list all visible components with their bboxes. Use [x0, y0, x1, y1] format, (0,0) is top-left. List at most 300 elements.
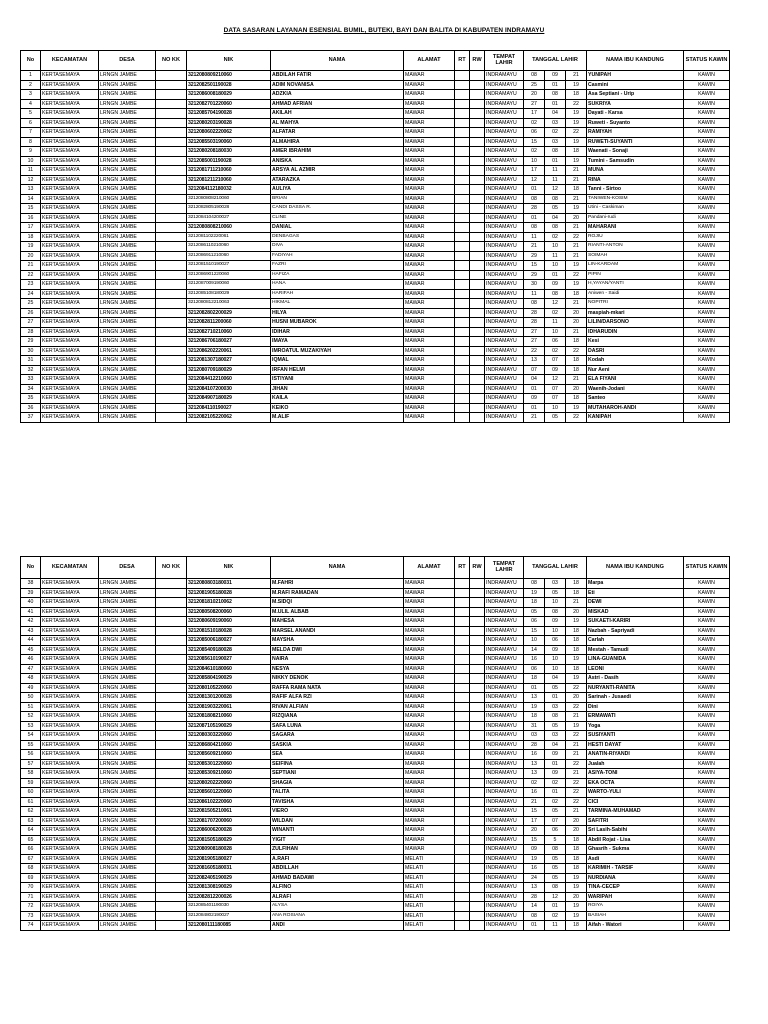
- cell-kecamatan: KERTASEMAYA: [41, 128, 99, 138]
- cell-desa: LRNGN JAMBE: [99, 403, 156, 413]
- cell-alamat: MELATI: [404, 873, 455, 883]
- cell-tgl-hari: 24: [524, 873, 545, 883]
- cell-nama-ibu: Jualah: [587, 759, 684, 769]
- cell-tgl-bulan: 10: [545, 261, 566, 271]
- cell-no: 25: [21, 299, 41, 309]
- cell-desa: LRNGN JAMBE: [99, 394, 156, 404]
- cell-tgl-tahun: 19: [566, 137, 587, 147]
- cell-tgl-hari: 13: [524, 693, 545, 703]
- cell-nama-ibu: CICI: [587, 797, 684, 807]
- cell-tgl-bulan: 09: [545, 769, 566, 779]
- cell-nokk: [156, 693, 187, 703]
- cell-status-kawin: KAWIN: [684, 588, 730, 598]
- cell-nama: RAFIF ALFA RZI: [271, 693, 404, 703]
- cell-rt: [455, 645, 470, 655]
- cell-rt: [455, 327, 470, 337]
- cell-tgl-bulan: 04: [545, 213, 566, 223]
- cell-tgl-tahun: 22: [566, 413, 587, 423]
- cell-nik: 3212087009190060: [187, 280, 271, 290]
- cell-no: 1: [21, 71, 41, 81]
- cell-desa: LRNGN JAMBE: [99, 607, 156, 617]
- cell-nama-ibu: Sri Lasih-Sabihi: [587, 826, 684, 836]
- table-row: [21, 99, 730, 109]
- cell-tgl-bulan: 08: [545, 289, 566, 299]
- cell-rw: [470, 674, 485, 684]
- cell-desa: LRNGN JAMBE: [99, 308, 156, 318]
- cell-status-kawin: KAWIN: [684, 356, 730, 366]
- cell-tgl-hari: 28: [524, 318, 545, 328]
- cell-nokk: [156, 346, 187, 356]
- cell-nokk: [156, 327, 187, 337]
- cell-rt: [455, 740, 470, 750]
- cell-rw: [470, 147, 485, 157]
- cell-kecamatan: KERTASEMAYA: [41, 413, 99, 423]
- cell-status-kawin: KAWIN: [684, 289, 730, 299]
- header-tempat-lahir: TEMPAT LAHIR: [485, 51, 524, 71]
- table-row: [21, 826, 730, 836]
- cell-kecamatan: KERTASEMAYA: [41, 147, 99, 157]
- cell-nokk: [156, 308, 187, 318]
- cell-tgl-hari: 21: [524, 413, 545, 423]
- cell-tempat-lahir: INDRAMAYU: [485, 365, 524, 375]
- cell-rw: [470, 413, 485, 423]
- cell-desa: LRNGN JAMBE: [99, 232, 156, 242]
- table-row: [21, 712, 730, 722]
- table-row: [21, 797, 730, 807]
- cell-nama-ibu: ELA FIYANI: [587, 375, 684, 385]
- cell-tgl-hari: 12: [524, 175, 545, 185]
- cell-status-kawin: KAWIN: [684, 664, 730, 674]
- cell-nik: 3212080111180085: [187, 921, 271, 931]
- cell-nik: 3212086006200028: [187, 826, 271, 836]
- cell-rt: [455, 769, 470, 779]
- cell-nama-ibu: ANATIN-RIYANDI: [587, 750, 684, 760]
- cell-tgl-bulan: 09: [545, 280, 566, 290]
- cell-tgl-bulan: 10: [545, 655, 566, 665]
- cell-nik: 3212080809210060: [187, 71, 271, 81]
- cell-no: 51: [21, 702, 41, 712]
- cell-alamat: MAWAR: [404, 118, 455, 128]
- table-row: [21, 598, 730, 608]
- cell-tgl-bulan: 09: [545, 750, 566, 760]
- table-row: [21, 232, 730, 242]
- table-row: [21, 750, 730, 760]
- cell-rt: [455, 797, 470, 807]
- cell-tgl-tahun: 18: [566, 289, 587, 299]
- table-row: [21, 721, 730, 731]
- cell-alamat: MAWAR: [404, 109, 455, 119]
- cell-no: 57: [21, 759, 41, 769]
- cell-nokk: [156, 156, 187, 166]
- cell-rt: [455, 128, 470, 138]
- cell-tempat-lahir: INDRAMAYU: [485, 337, 524, 347]
- cell-alamat: MAWAR: [404, 289, 455, 299]
- cell-nik: 3212086911210060: [187, 251, 271, 261]
- cell-nokk: [156, 664, 187, 674]
- cell-tgl-tahun: 18: [566, 185, 587, 195]
- cell-nama-ibu: HESTI DAYAT: [587, 740, 684, 750]
- cell-tempat-lahir: INDRAMAYU: [485, 683, 524, 693]
- cell-no: 63: [21, 816, 41, 826]
- cell-rt: [455, 384, 470, 394]
- cell-kecamatan: KERTASEMAYA: [41, 702, 99, 712]
- cell-desa: LRNGN JAMBE: [99, 384, 156, 394]
- cell-kecamatan: KERTASEMAYA: [41, 854, 99, 864]
- cell-nik: 3212081505180029: [187, 835, 271, 845]
- cell-alamat: MAWAR: [404, 759, 455, 769]
- cell-nokk: [156, 588, 187, 598]
- cell-tgl-tahun: 22: [566, 232, 587, 242]
- cell-nama-ibu: Asa Septiani - Urip: [587, 90, 684, 100]
- cell-nama: AL MAHYA: [271, 118, 404, 128]
- cell-nama-ibu: DEWI: [587, 598, 684, 608]
- cell-no: 71: [21, 892, 41, 902]
- cell-alamat: MAWAR: [404, 251, 455, 261]
- cell-tgl-tahun: 21: [566, 223, 587, 233]
- cell-nokk: [156, 921, 187, 931]
- cell-desa: LRNGN JAMBE: [99, 223, 156, 233]
- cell-no: 15: [21, 204, 41, 214]
- cell-status-kawin: KAWIN: [684, 318, 730, 328]
- cell-rt: [455, 204, 470, 214]
- cell-nama: ALYSA: [271, 902, 404, 912]
- cell-no: 21: [21, 261, 41, 271]
- cell-nik: 3212081505210061: [187, 807, 271, 817]
- header-nokk: NO KK: [156, 51, 187, 71]
- cell-rt: [455, 598, 470, 608]
- cell-nama: MELDA DWI: [271, 645, 404, 655]
- cell-nama: M.RAFI RAMADAN: [271, 588, 404, 598]
- cell-nik: 3212081605180031: [187, 864, 271, 874]
- cell-tgl-tahun: 18: [566, 579, 587, 589]
- cell-tempat-lahir: INDRAMAYU: [485, 318, 524, 328]
- cell-desa: LRNGN JAMBE: [99, 731, 156, 741]
- cell-nokk: [156, 655, 187, 665]
- cell-kecamatan: KERTASEMAYA: [41, 213, 99, 223]
- cell-rt: [455, 702, 470, 712]
- cell-rt: [455, 864, 470, 874]
- table-row: [21, 607, 730, 617]
- cell-desa: LRNGN JAMBE: [99, 375, 156, 385]
- cell-nama: MAHESA: [271, 617, 404, 627]
- cell-tgl-hari: 19: [524, 854, 545, 864]
- cell-desa: LRNGN JAMBE: [99, 156, 156, 166]
- cell-tgl-tahun: 20: [566, 607, 587, 617]
- cell-rt: [455, 251, 470, 261]
- cell-nik: 3212081905180028: [187, 588, 271, 598]
- cell-nama-ibu: WARIPAH: [587, 892, 684, 902]
- cell-nokk: [156, 645, 187, 655]
- cell-no: 31: [21, 356, 41, 366]
- header-alamat: ALAMAT: [404, 557, 455, 579]
- cell-tempat-lahir: INDRAMAYU: [485, 636, 524, 646]
- cell-nama-ibu: Tanni - Sirtoo: [587, 185, 684, 195]
- cell-rw: [470, 607, 485, 617]
- cell-nik: 3212082811200060: [187, 318, 271, 328]
- cell-rt: [455, 118, 470, 128]
- cell-tgl-tahun: 21: [566, 242, 587, 252]
- cell-no: 72: [21, 902, 41, 912]
- table-row: [21, 280, 730, 290]
- cell-status-kawin: KAWIN: [684, 740, 730, 750]
- table-row: [21, 873, 730, 883]
- cell-nama-ibu: SUSIYANTI: [587, 731, 684, 741]
- cell-no: 29: [21, 337, 41, 347]
- cell-status-kawin: KAWIN: [684, 826, 730, 836]
- cell-rw: [470, 598, 485, 608]
- cell-tempat-lahir: INDRAMAYU: [485, 251, 524, 261]
- cell-rt: [455, 759, 470, 769]
- cell-no: 8: [21, 137, 41, 147]
- cell-no: 10: [21, 156, 41, 166]
- cell-rt: [455, 873, 470, 883]
- cell-no: 54: [21, 731, 41, 741]
- cell-desa: LRNGN JAMBE: [99, 788, 156, 798]
- cell-tempat-lahir: INDRAMAYU: [485, 731, 524, 741]
- cell-rw: [470, 873, 485, 883]
- cell-tgl-hari: 13: [524, 883, 545, 893]
- cell-tgl-bulan: 05: [545, 204, 566, 214]
- cell-tgl-bulan: 09: [545, 617, 566, 627]
- cell-nokk: [156, 175, 187, 185]
- cell-tgl-hari: 20: [524, 826, 545, 836]
- cell-alamat: MELATI: [404, 883, 455, 893]
- cell-tempat-lahir: INDRAMAYU: [485, 71, 524, 81]
- cell-no: 47: [21, 664, 41, 674]
- cell-desa: LRNGN JAMBE: [99, 128, 156, 138]
- cell-tgl-tahun: 21: [566, 71, 587, 81]
- cell-kecamatan: KERTASEMAYA: [41, 204, 99, 214]
- cell-kecamatan: KERTASEMAYA: [41, 740, 99, 750]
- cell-nama-ibu: Dini: [587, 702, 684, 712]
- cell-tempat-lahir: INDRAMAYU: [485, 99, 524, 109]
- table-row: [21, 674, 730, 684]
- table-row: [21, 626, 730, 636]
- cell-rt: [455, 365, 470, 375]
- cell-rw: [470, 346, 485, 356]
- cell-tgl-hari: 01: [524, 403, 545, 413]
- cell-tgl-bulan: 05: [545, 413, 566, 423]
- header-no: No: [21, 557, 41, 579]
- cell-rw: [470, 883, 485, 893]
- cell-alamat: MAWAR: [404, 655, 455, 665]
- table-row: [21, 137, 730, 147]
- cell-status-kawin: KAWIN: [684, 118, 730, 128]
- cell-desa: LRNGN JAMBE: [99, 902, 156, 912]
- cell-nokk: [156, 702, 187, 712]
- cell-no: 14: [21, 194, 41, 204]
- cell-nokk: [156, 289, 187, 299]
- cell-tempat-lahir: INDRAMAYU: [485, 403, 524, 413]
- cell-tempat-lahir: INDRAMAYU: [485, 204, 524, 214]
- cell-nik: 3212084110190027: [187, 403, 271, 413]
- table-row: [21, 128, 730, 138]
- cell-no: 41: [21, 607, 41, 617]
- cell-kecamatan: KERTASEMAYA: [41, 598, 99, 608]
- cell-desa: LRNGN JAMBE: [99, 299, 156, 309]
- cell-nama-ibu: Utini - Caskiman: [587, 204, 684, 214]
- cell-tgl-bulan: 10: [545, 626, 566, 636]
- cell-nik: 3212085409180028: [187, 645, 271, 655]
- cell-tgl-bulan: 06: [545, 826, 566, 836]
- cell-status-kawin: KAWIN: [684, 280, 730, 290]
- cell-no: 44: [21, 636, 41, 646]
- cell-kecamatan: KERTASEMAYA: [41, 166, 99, 176]
- table-row: [21, 394, 730, 404]
- cell-tgl-hari: 17: [524, 109, 545, 119]
- cell-tempat-lahir: INDRAMAYU: [485, 607, 524, 617]
- table-row: [21, 702, 730, 712]
- cell-status-kawin: KAWIN: [684, 702, 730, 712]
- cell-nama: ADIM NOVANISA: [271, 80, 404, 90]
- cell-desa: LRNGN JAMBE: [99, 769, 156, 779]
- cell-nama: NIKKY DENOK: [271, 674, 404, 684]
- cell-no: 9: [21, 147, 41, 157]
- cell-tgl-bulan: 05: [545, 873, 566, 883]
- cell-tgl-tahun: 18: [566, 921, 587, 931]
- cell-nama-ibu: Tumini - Samsudin: [587, 156, 684, 166]
- cell-status-kawin: KAWIN: [684, 365, 730, 375]
- cell-tempat-lahir: INDRAMAYU: [485, 579, 524, 589]
- cell-no: 33: [21, 375, 41, 385]
- cell-nama: ZULFIHAN: [271, 845, 404, 855]
- table-row: [21, 261, 730, 271]
- cell-no: 62: [21, 807, 41, 817]
- cell-alamat: MAWAR: [404, 346, 455, 356]
- cell-rw: [470, 156, 485, 166]
- cell-tgl-bulan: 05: [545, 854, 566, 864]
- cell-tempat-lahir: INDRAMAYU: [485, 693, 524, 703]
- cell-tempat-lahir: INDRAMAYU: [485, 185, 524, 195]
- cell-desa: LRNGN JAMBE: [99, 845, 156, 855]
- cell-rt: [455, 289, 470, 299]
- cell-nama: VIERO: [271, 807, 404, 817]
- cell-rw: [470, 213, 485, 223]
- cell-alamat: MAWAR: [404, 308, 455, 318]
- cell-nama-ibu: DASRI: [587, 346, 684, 356]
- cell-rt: [455, 318, 470, 328]
- cell-alamat: MAWAR: [404, 71, 455, 81]
- cell-nama: SASKIA: [271, 740, 404, 750]
- cell-rw: [470, 327, 485, 337]
- cell-alamat: MAWAR: [404, 617, 455, 627]
- cell-tgl-tahun: 22: [566, 128, 587, 138]
- cell-tgl-tahun: 21: [566, 807, 587, 817]
- cell-nama-ibu: Nur Aeni: [587, 365, 684, 375]
- cell-rw: [470, 375, 485, 385]
- cell-status-kawin: KAWIN: [684, 835, 730, 845]
- cell-nik: 3212082812200026: [187, 892, 271, 902]
- cell-nama: YIGIT: [271, 835, 404, 845]
- cell-status-kawin: KAWIN: [684, 636, 730, 646]
- cell-nokk: [156, 413, 187, 423]
- cell-tgl-bulan: 03: [545, 137, 566, 147]
- cell-nik: 3212080602220062: [187, 128, 271, 138]
- cell-nama: TAVISHA: [271, 797, 404, 807]
- cell-nokk: [156, 826, 187, 836]
- cell-nokk: [156, 318, 187, 328]
- table-row: [21, 337, 730, 347]
- cell-nama-ibu: LEONI: [587, 664, 684, 674]
- cell-rw: [470, 166, 485, 176]
- cell-nama: BRIAN: [271, 194, 404, 204]
- cell-no: 49: [21, 683, 41, 693]
- cell-alamat: MAWAR: [404, 769, 455, 779]
- table-row: [21, 911, 730, 921]
- cell-nama: ANISKA: [271, 156, 404, 166]
- cell-rw: [470, 864, 485, 874]
- cell-tempat-lahir: INDRAMAYU: [485, 175, 524, 185]
- cell-kecamatan: KERTASEMAYA: [41, 99, 99, 109]
- cell-tempat-lahir: INDRAMAYU: [485, 883, 524, 893]
- cell-nama-ibu: Waenati - Sonaji: [587, 147, 684, 157]
- cell-tgl-hari: 14: [524, 902, 545, 912]
- cell-tgl-bulan: 02: [545, 232, 566, 242]
- cell-rw: [470, 261, 485, 271]
- cell-rw: [470, 854, 485, 864]
- cell-desa: LRNGN JAMBE: [99, 892, 156, 902]
- cell-status-kawin: KAWIN: [684, 156, 730, 166]
- cell-status-kawin: KAWIN: [684, 90, 730, 100]
- cell-tgl-bulan: 08: [545, 194, 566, 204]
- cell-status-kawin: KAWIN: [684, 769, 730, 779]
- cell-tgl-hari: 08: [524, 71, 545, 81]
- cell-nama: SHAGIA: [271, 778, 404, 788]
- cell-tgl-hari: 08: [524, 194, 545, 204]
- cell-no: 73: [21, 911, 41, 921]
- cell-tgl-hari: 27: [524, 99, 545, 109]
- cell-tgl-tahun: 20: [566, 816, 587, 826]
- cell-tgl-hari: 29: [524, 270, 545, 280]
- cell-rt: [455, 99, 470, 109]
- cell-nama-ibu: Eti: [587, 588, 684, 598]
- table-row: [21, 109, 730, 119]
- cell-nokk: [156, 750, 187, 760]
- cell-nama-ibu: PIPIN: [587, 270, 684, 280]
- cell-no: 7: [21, 128, 41, 138]
- cell-tempat-lahir: INDRAMAYU: [485, 759, 524, 769]
- table-row: [21, 759, 730, 769]
- cell-alamat: MAWAR: [404, 740, 455, 750]
- cell-tempat-lahir: INDRAMAYU: [485, 223, 524, 233]
- table-row: [21, 194, 730, 204]
- header-nama: NAMA: [271, 51, 404, 71]
- cell-tgl-hari: 29: [524, 251, 545, 261]
- cell-tempat-lahir: INDRAMAYU: [485, 778, 524, 788]
- cell-status-kawin: KAWIN: [684, 626, 730, 636]
- cell-nama: WILDAN: [271, 816, 404, 826]
- cell-tempat-lahir: INDRAMAYU: [485, 242, 524, 252]
- cell-alamat: MAWAR: [404, 413, 455, 423]
- cell-rw: [470, 740, 485, 750]
- cell-no: 6: [21, 118, 41, 128]
- cell-rw: [470, 109, 485, 119]
- cell-tgl-tahun: 19: [566, 721, 587, 731]
- cell-tgl-tahun: 20: [566, 308, 587, 318]
- cell-desa: LRNGN JAMBE: [99, 702, 156, 712]
- cell-nama: SEIFINA: [271, 759, 404, 769]
- cell-rw: [470, 175, 485, 185]
- cell-tgl-tahun: 18: [566, 864, 587, 874]
- cell-nik: 3212086102220060: [187, 797, 271, 807]
- cell-rt: [455, 816, 470, 826]
- cell-nokk: [156, 712, 187, 722]
- header-nama: NAMA: [271, 557, 404, 579]
- cell-desa: LRNGN JAMBE: [99, 617, 156, 627]
- cell-tgl-bulan: 01: [545, 80, 566, 90]
- cell-kecamatan: KERTASEMAYA: [41, 712, 99, 722]
- cell-nokk: [156, 204, 187, 214]
